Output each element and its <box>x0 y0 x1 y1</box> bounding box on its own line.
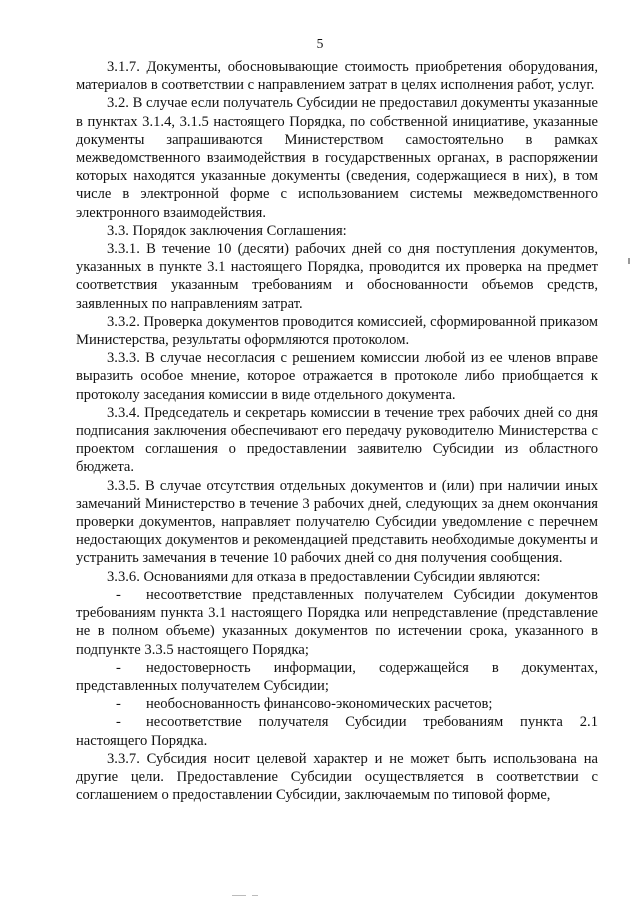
document-body <box>76 58 598 804</box>
paragraph-3-3-5: 3.3.5. В случае отсутствия отдельных документов и (или) при наличии иных замечаний Министерство в течение 3 рабочих дней, следующих за днем окончания проверки документов, направляет получателю Субсидии уведомление с перечнем недостающих документов и рекомендацией представить необходимые документы и устранить замечания в течение 10 рабочих дней со дня получения сообщения. <box>76 477 598 567</box>
paragraph-3-3-1: 3.3.1. В течение 10 (десяти) рабочих дней со дня поступления документов, указанных в пункте 3.1 настоящего Порядка, проводится их проверка на предмет соответствия указанным требованиям и обоснованности объемов средств, заявленных по направлениям затрат. <box>76 241 598 312</box>
bullet-dash: - <box>116 586 121 603</box>
paragraph-3-3-7: 3.3.7. Субсидия носит целевой характер и не может быть использована на другие цели. Предоставление Субсидии осуществляется в соответствии с соглашением о предоставлении Субсидии, заключаемым по типовой форме, <box>76 750 598 804</box>
paragraph-3-2: 3.2. В случае если получатель Субсидии не предоставил документы указанные в пунктах 3.1.4, 3.1.5 настоящего Порядка, по собственной инициативе, указанные документы запрашиваются Министерством самостоятельно в рамках межведомственного взаимодействия в государственных органах, в распоряжении которых находятся указанные документы (сведения, содержащиеся в них), в том числе в электронной форме с использованием системы межведомственного электронного взаимодействия. <box>76 95 598 221</box>
bullet-dash: - <box>116 659 121 676</box>
scan-artifact <box>628 258 630 264</box>
bullet-dash: - <box>116 714 121 731</box>
list-item-text: несоответствие представленных получателем Субсидии документов требованиям пункта 3.1 настоящего Порядка или непредставление (представление не в полном объеме) указанных документов по истечении срока, указанного в подпункте 3.3.5 настоящего Порядка; <box>76 586 598 658</box>
scan-speck <box>252 895 258 896</box>
bullet-dash: - <box>116 696 121 713</box>
paragraph-3-3-3: 3.3.3. В случае несогласия с решением комиссии любой из ее членов вправе выразить особое мнение, которое отражается в протоколе либо приобщается к протоколу заседания комиссии в виде отдельного документа. <box>76 350 598 403</box>
paragraph-3-1-7: 3.1.7. Документы, обосновывающие стоимость приобретения оборудования, материалов в соответствии с направлением затрат в целях исполнения работ, услуг. <box>76 59 598 94</box>
scan-speck <box>232 895 246 896</box>
paragraph-3-3-2: 3.3.2. Проверка документов проводится комиссией, сформированной приказом Министерства, результаты оформляются протоколом. <box>76 313 598 349</box>
scan-artifact-bottom <box>0 895 640 899</box>
list-item-text: несоответствие получателя Субсидии требованиям пункта 2.1 настоящего Порядка. <box>76 714 598 749</box>
list-item <box>76 586 598 659</box>
list-item-text: недостоверность информации, содержащейся в документах, представленных получателем Субсидии; <box>76 659 598 694</box>
paragraph-3-3-6: 3.3.6. Основаниями для отказа в предоставлении Субсидии являются: <box>107 568 541 585</box>
page-number: 5 <box>316 36 324 51</box>
list-item <box>76 713 598 749</box>
paragraph-3-3: 3.3. Порядок заключения Соглашения: <box>107 222 347 239</box>
list-item <box>76 695 598 713</box>
list-item-text: необоснованность финансово-экономических расчетов; <box>146 696 493 713</box>
list-item <box>76 659 598 695</box>
paragraph-3-3-4: 3.3.4. Председатель и секретарь комиссии в течение трех рабочих дней со дня подписания заключения обеспечивают его передачу руководителю Министерства с проектом соглашения о предоставлении заявителю Субсидии из областного бюджета. <box>76 404 598 476</box>
